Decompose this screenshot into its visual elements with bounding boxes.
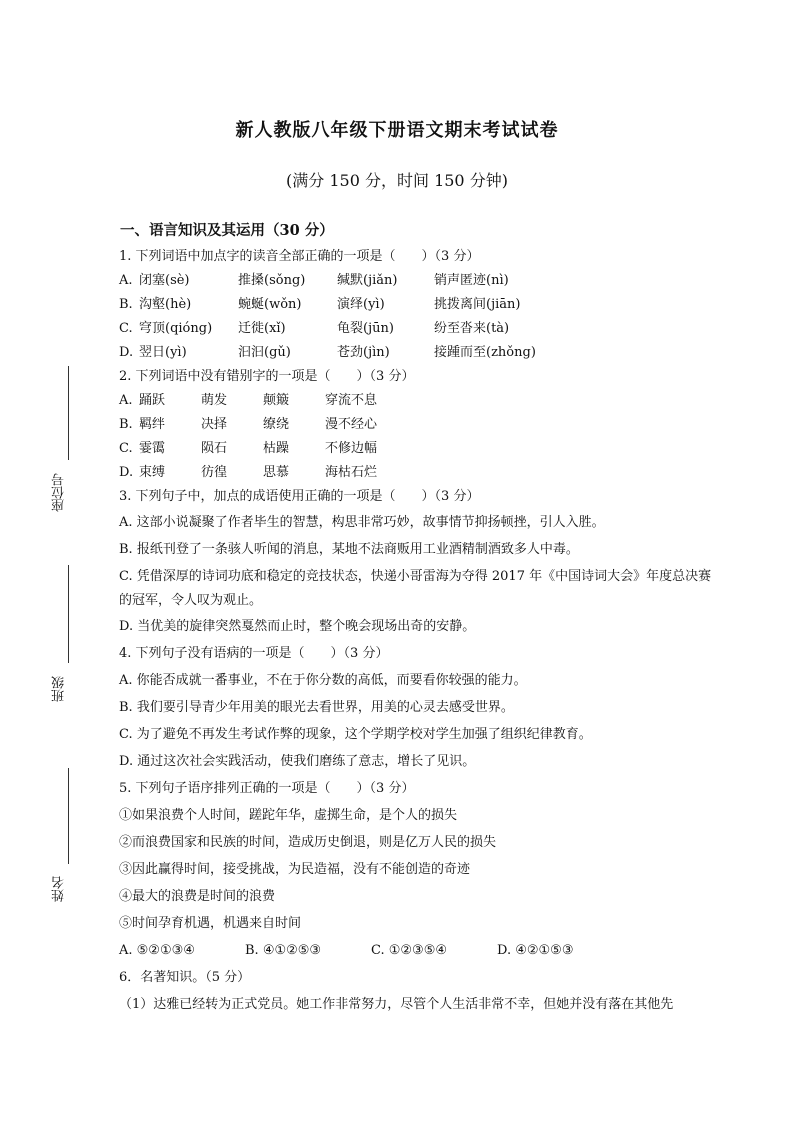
option-c: C. ①②③⑤④ [371, 943, 448, 958]
question-5-stem: 5. 下列句子语序排列正确的一项是（ ）（3 分） [119, 781, 415, 796]
question-3-option-a: A. 这部小说凝聚了作者毕生的智慧，构思非常巧妙，故事情节抑扬顿挫，引人入胜。 [119, 515, 605, 530]
option-letter: D. [119, 345, 134, 360]
option-word: 穿流不息 [325, 393, 378, 408]
question-1-option-c [119, 317, 719, 341]
question-5-sentence-1: ①如果浪费个人时间，蹉跎年华，虚掷生命，是个人的损失 [119, 808, 458, 823]
option-word: 思慕 [263, 465, 290, 480]
exam-subtitle: (满分 150 分，时间 150 分钟) [286, 171, 508, 190]
question-2-option-a [119, 389, 719, 413]
option-word: 演绎(yì) [337, 297, 385, 312]
question-4-option-c: C. 为了避免不再发生考试作弊的现象，这个学期学校对学生加强了组织纪律教育。 [119, 727, 592, 742]
option-letter: A. [119, 393, 133, 408]
class-line [68, 565, 69, 663]
option-word: 决择 [201, 417, 228, 432]
option-word: 蜿蜒(wǒn) [238, 297, 302, 312]
question-1-option-a [119, 269, 719, 293]
option-word: 陨石 [201, 441, 228, 456]
option-d: D. ④②①⑤③ [497, 943, 574, 958]
option-word: 不修边幅 [325, 441, 378, 456]
name-label: 姓名 [52, 876, 67, 902]
option-word: 霎霭 [139, 441, 166, 456]
option-word: 羁绊 [139, 417, 166, 432]
option-word: 漫不经心 [325, 417, 378, 432]
question-3-stem: 3. 下列句子中，加点的成语使用正确的一项是（ ）（3 分） [119, 489, 480, 504]
question-6-part-1: （1）达雅已经转为正式党员。她工作非常努力，尽管个人生活非常不幸，但她并没有落在其他先 [119, 997, 674, 1012]
question-4-option-a: A. 你能否成就一番事业，不在于你分数的高低，而要看你较强的能力。 [119, 673, 527, 688]
option-word: 销声匿迹(nì) [434, 273, 509, 288]
option-word: 翌日(yì) [139, 345, 187, 360]
option-b: B. ④①②⑤③ [245, 943, 322, 958]
option-word: 枯躁 [263, 441, 290, 456]
option-a: A. ⑤②①③④ [119, 943, 195, 958]
seat-number-line [68, 366, 69, 460]
option-word: 挑拨离间(jiān) [434, 297, 521, 312]
option-word: 迁徙(xǐ) [238, 321, 286, 336]
option-letter: D. [119, 465, 134, 480]
option-word: 苍劲(jìn) [337, 345, 390, 360]
option-word: 彷徨 [201, 465, 228, 480]
question-5-sentence-2: ②而浪费国家和民族的时间，造成历史倒退，则是亿万人民的损失 [119, 835, 497, 850]
question-4-option-b: B. 我们要引导青少年用美的眼光去看世界，用美的心灵去感受世界。 [119, 700, 514, 715]
question-3-option-d: D. 当优美的旋律突然戛然而止时，整个晚会现场出奇的安静。 [119, 619, 476, 634]
option-word: 沟壑(hè) [139, 297, 192, 312]
question-5-options [119, 937, 719, 964]
option-word: 踊跃 [139, 393, 166, 408]
question-5-sentence-4: ④最大的浪费是时间的浪费 [119, 889, 276, 904]
question-2-option-d [119, 461, 719, 485]
question-4-option-d: D. 通过这次社会实践活动，使我们磨练了意志，增长了见识。 [119, 754, 476, 769]
question-3-option-c: C. 凭借深厚的诗词功底和稳定的竞技状态，快递小哥雷海为夺得 2017 年《中国诗词大会》年度总决赛的冠军，令人叹为观止。 [119, 569, 712, 608]
question-6-stem: 6．名著知识。（5 分） [119, 970, 251, 985]
option-word: 穹顶(qióng) [139, 321, 213, 336]
option-letter: C. [119, 321, 133, 336]
option-letter: A. [119, 273, 133, 288]
option-word: 颠簸 [263, 393, 290, 408]
question-5-sentence-3: ③因此赢得时间，接受挑战，为民造福，没有不能创造的奇迹 [119, 862, 471, 877]
question-1-stem: 1. 下列词语中加点字的读音全部正确的一项是（ ）（3 分） [119, 249, 480, 264]
option-letter: B. [119, 417, 133, 432]
question-list [119, 245, 719, 1018]
option-word: 萌发 [201, 393, 228, 408]
question-5-sentence-5: ⑤时间孕育机遇，机遇来自时间 [119, 916, 302, 931]
option-word: 束缚 [139, 465, 166, 480]
option-word: 接踵而至(zhǒng) [434, 345, 536, 360]
question-2-stem: 2. 下列词语中没有错别字的一项是（ ）（3 分） [119, 369, 415, 384]
option-word: 闭塞(sè) [139, 273, 190, 288]
question-2-option-b [119, 413, 719, 437]
question-3-option-b: B. 报纸刊登了一条骇人听闻的消息，某地不法商贩用工业酒精制酒致多人中毒。 [119, 542, 579, 557]
option-word: 推搡(sǒng) [238, 273, 306, 288]
option-word: 海枯石烂 [325, 465, 378, 480]
option-word: 缄默(jiǎn) [337, 273, 398, 288]
seat-number-label: 座位号 [52, 473, 67, 512]
exam-title: 新人教版八年级下册语文期末考试试卷 [235, 120, 559, 141]
option-word: 缭绕 [263, 417, 290, 432]
option-word: 汩汩(gǔ) [238, 345, 291, 360]
option-letter: C. [119, 441, 133, 456]
option-word: 纷至沓来(tà) [434, 321, 510, 336]
class-label: 班级 [52, 676, 67, 702]
name-line [68, 768, 69, 864]
question-1-option-b [119, 293, 719, 317]
question-2-option-c [119, 437, 719, 461]
question-4-stem: 4. 下列句子没有语病的一项是（ ）（3 分） [119, 646, 389, 661]
option-word: 龟裂(jūn) [337, 321, 394, 336]
option-letter: B. [119, 297, 133, 312]
question-1-option-d [119, 341, 719, 365]
section-heading: 一、语言知识及其运用（30 分） [120, 222, 334, 239]
